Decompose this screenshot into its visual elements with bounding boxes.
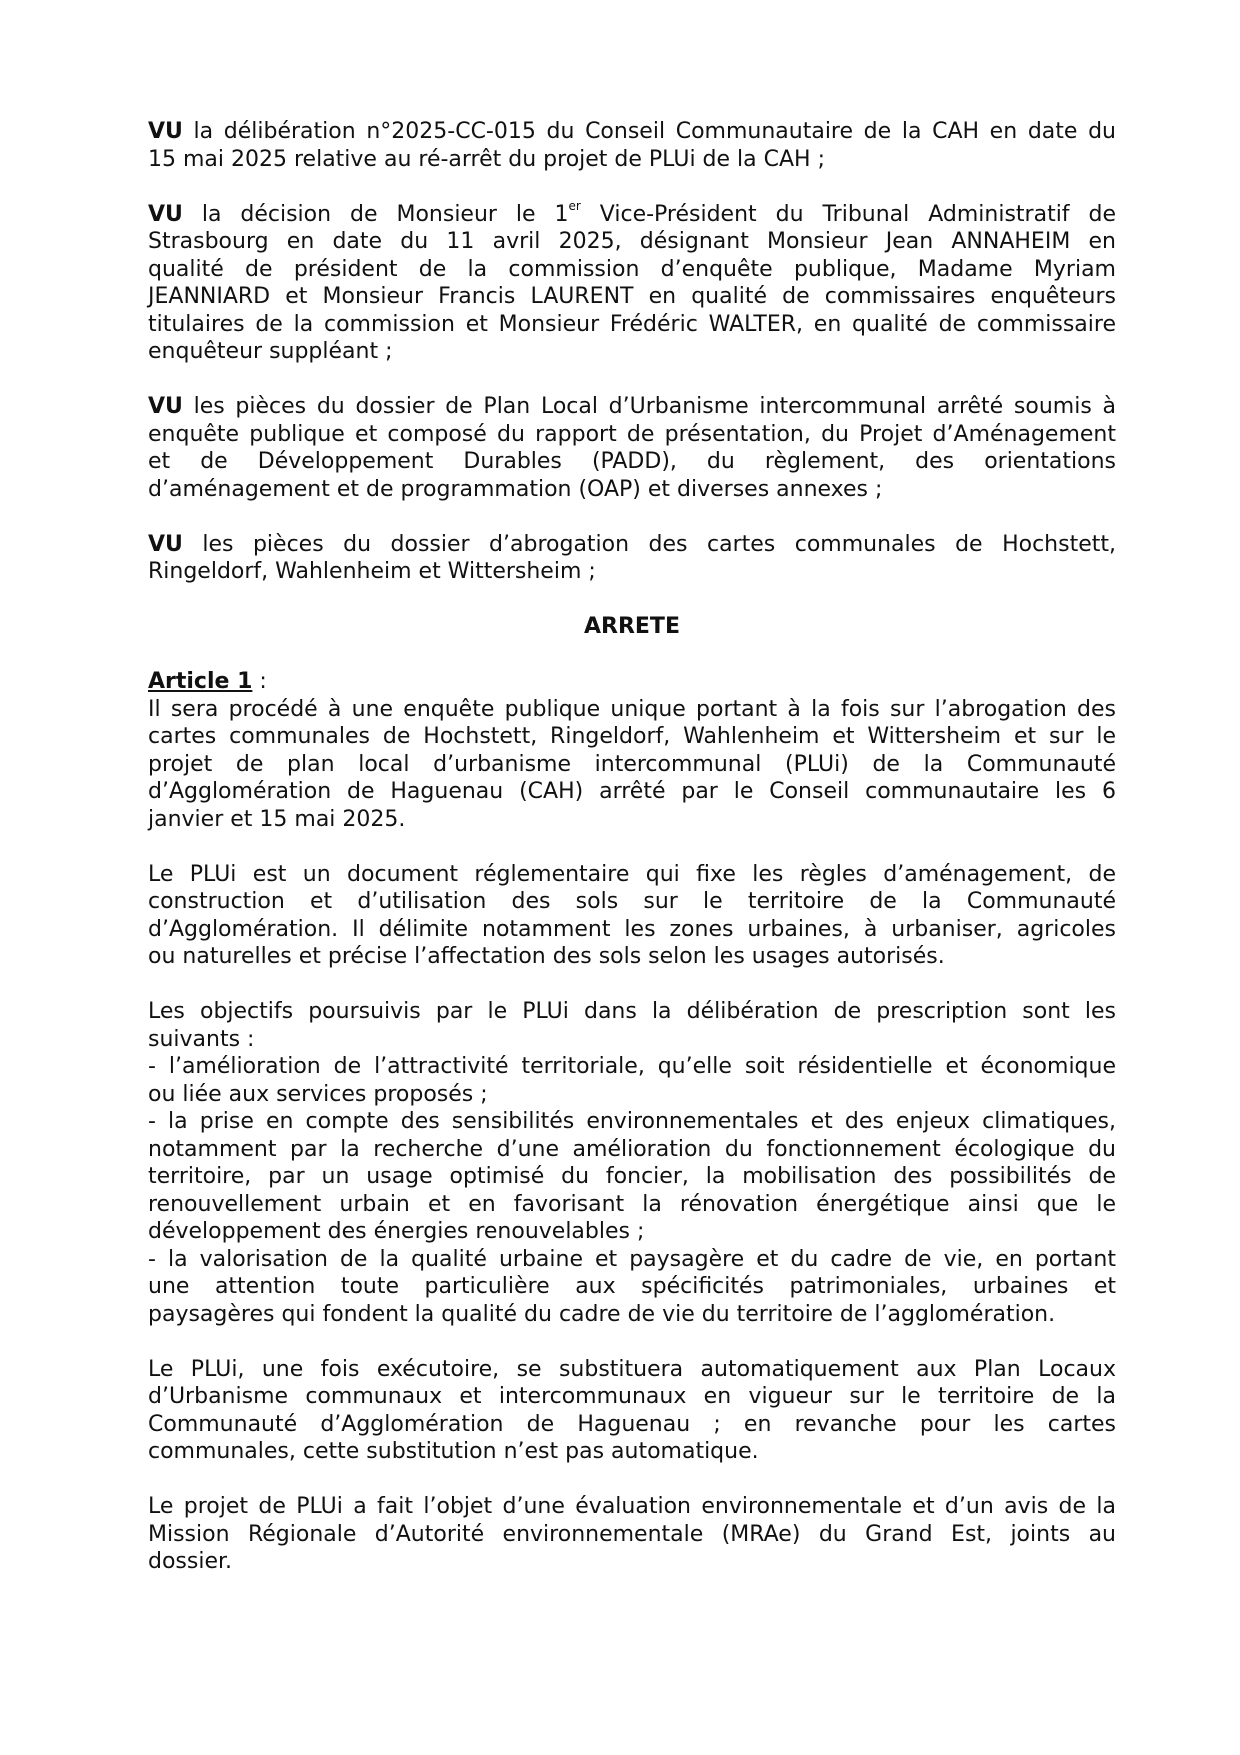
text-line: VU la décision de Monsieur le 1er Vice-Président du Tribunal Administratif de <box>148 199 1117 227</box>
text-line: VU les pièces du dossier de Plan Local d’Urbanisme intercommunal arrêté soumis à <box>148 394 1116 419</box>
text-line: 15 mai 2025 relative au ré-arrêt du projet de PLUi de la CAH ; <box>148 146 825 172</box>
arrete-heading: ARRETE <box>584 614 680 639</box>
text-line: VU les pièces du dossier d’abrogation des cartes communales de Hochstett, <box>148 531 1116 557</box>
article-1-paragraph-enquete <box>148 696 1116 834</box>
text-line: JEANNIARD et Monsieur Francis LAURENT en qualité de commissaires enquêteurs <box>148 284 1116 309</box>
text-line: enquête publique et composé du rapport de présentation, du Projet d’Aménagement <box>148 421 1116 447</box>
list-item-line: - la valorisation de la qualité urbaine et paysagère et du cadre de vie, en portant <box>148 1246 1116 1272</box>
text-line: Le PLUi, une fois exécutoire, se substituera automatiquement aux Plan Locaux <box>148 1356 1116 1382</box>
text-line: Le PLUi est un document réglementaire qui fixe les règles d’aménagement, de <box>148 861 1116 887</box>
text-line: communales, cette substitution n’est pas automatique. <box>148 1439 759 1464</box>
article-1-paragraph-objectifs <box>148 998 1116 1328</box>
vu-paragraph-decision <box>148 201 1116 366</box>
text-line: Les objectifs poursuivis par le PLUi dans la délibération de prescription sont les <box>148 999 1116 1024</box>
vu-label: VU <box>148 201 183 227</box>
vu-label: VU <box>148 531 183 557</box>
text-line: ou liée aux services proposés ; <box>148 1081 488 1107</box>
text-line: Ringeldorf, Wahlenheim et Wittersheim ; <box>148 559 596 584</box>
vu-paragraph-deliberation <box>148 118 1116 173</box>
vu-paragraph-abrogation <box>148 531 1116 586</box>
vu-paragraph-dossier-plui <box>148 393 1116 503</box>
text-line: paysagères qui fondent la qualité du cadre de vie du territoire de l’agglomération. <box>148 1301 1056 1327</box>
text-line: titulaires de la commission et Monsieur Frédéric WALTER, en qualité de commissaire <box>148 311 1116 337</box>
text-line: d’Agglomération de Haguenau (CAH) arrêté par le Conseil communautaire les 6 <box>148 779 1116 804</box>
text-line: Communauté d’Agglomération de Haguenau ; en revanche pour les cartes <box>148 1411 1116 1437</box>
text-line: VU la délibération n°2025-CC-015 du Conseil Communautaire de la CAH en date du <box>148 119 1116 144</box>
article-1-paragraph-evaluation <box>148 1493 1116 1576</box>
text-line: dossier. <box>148 1549 233 1574</box>
vu-label: VU <box>148 119 183 144</box>
text-line: Strasbourg en date du 11 avril 2025, désignant Monsieur Jean ANNAHEIM en <box>148 229 1116 254</box>
article-title: Article 1 <box>148 669 253 694</box>
text-line: d’Agglomération. Il délimite notamment les zones urbaines, à urbaniser, agricoles <box>148 916 1116 942</box>
text-line: et de Développement Durables (PADD), du règlement, des orientations <box>148 449 1116 474</box>
article-1-heading: Article 1 : <box>148 669 267 694</box>
text-line: territoire, par un usage optimisé du foncier, la mobilisation des possibilités de <box>148 1164 1116 1189</box>
list-item-line: - la prise en compte des sensibilités environnementales et des enjeux climatiques, <box>148 1109 1116 1134</box>
article-1-paragraph-plui-definition <box>148 861 1116 971</box>
text-line: projet de plan local d’urbanisme intercommunal (PLUi) de la Communauté <box>148 751 1116 777</box>
text-line: qualité de président de la commission d’enquête publique, Madame Myriam <box>148 256 1116 282</box>
text-line: notamment par la recherche d’une amélioration du fonctionnement écologique du <box>148 1136 1116 1162</box>
superscript: er <box>568 199 581 214</box>
text-line: Le projet de PLUi a fait l’objet d’une évaluation environnementale et d’un avis de la <box>148 1494 1116 1519</box>
article-1-paragraph-substitution <box>148 1356 1116 1466</box>
text-line: Mission Régionale d’Autorité environnementale (MRAe) du Grand Est, joints au <box>148 1521 1116 1547</box>
document-page <box>148 118 1116 1603</box>
text-line: développement des énergies renouvelables ; <box>148 1219 645 1244</box>
text-line: suivants : <box>148 1026 255 1052</box>
text-line: d’Urbanisme communaux et intercommunaux en vigueur sur le territoire de la <box>148 1384 1116 1409</box>
text-line: renouvellement urbain et en favorisant la rénovation énergétique ainsi que le <box>148 1191 1116 1217</box>
text-line: ou naturelles et précise l’affectation des sols selon les usages autorisés. <box>148 944 945 969</box>
text-line: d’aménagement et de programmation (OAP) et diverses annexes ; <box>148 476 883 502</box>
text-line: une attention toute particulière aux spécificités patrimoniales, urbaines et <box>148 1274 1116 1299</box>
text-line: janvier et 15 mai 2025. <box>148 806 406 832</box>
text-line: Il sera procédé à une enquête publique unique portant à la fois sur l’abrogation des <box>148 696 1116 722</box>
text-line: enquêteur suppléant ; <box>148 339 393 364</box>
text-line: cartes communales de Hochstett, Ringeldorf, Wahlenheim et Wittersheim et sur le <box>148 724 1116 749</box>
text-line: construction et d’utilisation des sols sur le territoire de la Communauté <box>148 889 1116 914</box>
list-item-line: - l’amélioration de l’attractivité territoriale, qu’elle soit résidentielle et économique <box>148 1054 1116 1079</box>
vu-label: VU <box>148 394 183 419</box>
